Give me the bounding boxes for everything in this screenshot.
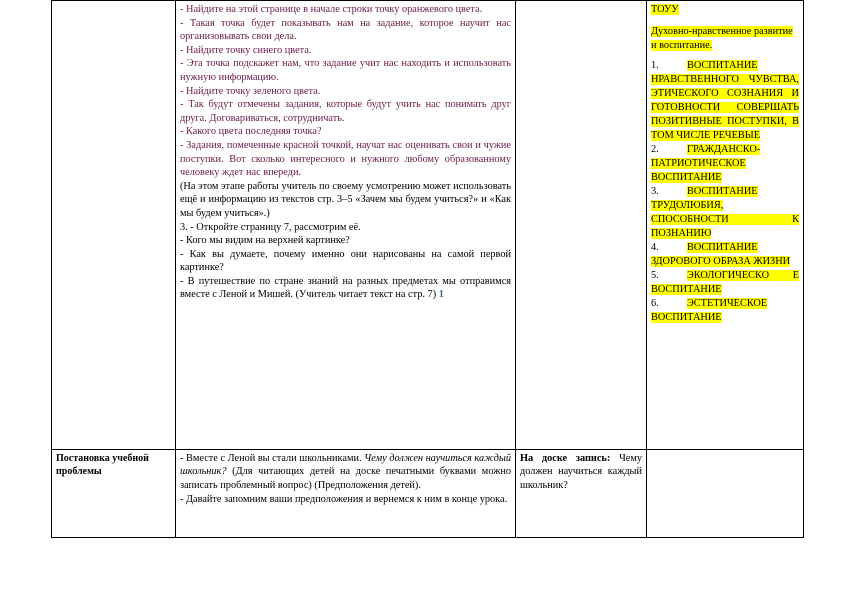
text-line-10: 3. - Откройте страницу 7, рассмотрим её. (180, 221, 361, 233)
board-note: На доске запись: Чему должен научиться каждый школьник? (520, 452, 642, 492)
problem-text-2: - Давайте запомним ваши предположения и вернемся к ним в конце урока. (180, 493, 508, 505)
text-line-9: (На этом этапе работы учитель по своему усмотрению может использовать ещё и информацию из текстов стр. 3–5 «Зачем мы будем учиться?» и «Как мы будем учиться».) (180, 180, 511, 219)
list-item: 6. ЭСТЕТИЧЕСКОЕ ВОСПИТАНИЕ (651, 298, 768, 323)
footnote-marker: 1 (438, 289, 444, 301)
text-line-11: - Кого мы видим на верхней картинке? (180, 235, 350, 247)
list-item: 1. ВОСПИТАНИЕ НРАВСТВЕННОГО ЧУВСТВА, ЭТИЧЕСКОГО СОЗНАНИЯ И ГОТОВНОСТИ СОВЕРШАТЬ ПОЗИТИВНЫЕ ПОСТУПКИ, В ТОМ ЧИСЛЕ РЕЧЕВЫЕ (651, 60, 799, 141)
list-item: 2. ГРАЖДАНСКО-ПАТРИОТИЧЕСКОЕ ВОСПИТАНИЕ (651, 144, 761, 183)
text-line-4: - Эта точка подскажет нам, что задание учит нас находить и использовать нужную информацию. (180, 58, 511, 83)
text-line-2: - Такая точка будет показывать нам на задание, которое научит нас организовывать свои дела. (180, 17, 511, 43)
text-line-8: - Задания, помеченные красной точкой, научат нас оценивать свои и чужие поступки. Вот сколько интересного и нужного любому образованному человеку ждет нас впереди. (180, 139, 511, 179)
text-line-3: - Найдите точку синего цвета. (180, 44, 312, 56)
text-line-12: - Как вы думаете, почему именно они нарисованы на самой первой картинке? (180, 248, 511, 274)
uud-cell-empty (647, 449, 804, 537)
list-item: 4. ВОСПИТАНИЕ ЗДОРОВОГО ОБРАЗА ЖИЗНИ (651, 242, 791, 267)
list-item: 5. ЭКОЛОГИЧЕСКО Е ВОСПИТАНИЕ (651, 270, 799, 295)
table-row (52, 1, 804, 450)
uud-top-label: ТОУУ (651, 4, 679, 15)
problem-question: Чему должен научиться каждый школьник? (180, 452, 512, 478)
upbringing-list (651, 59, 799, 325)
uud-heading: Духовно-нравственное развитие и воспитание. (651, 26, 793, 51)
stage-cell (52, 449, 176, 537)
stage-cell-empty (52, 1, 176, 450)
text-line-1: - Найдите на этой странице в начале строки точку оранжевого цвета. (180, 4, 483, 15)
text-line-7: - Какого цвета последняя точка? (180, 126, 322, 138)
teacher-activity-cell (176, 1, 516, 450)
text-line-5: - Найдите точку зеленого цвета. (180, 85, 321, 97)
problem-text: - Вместе с Леной вы стали школьниками. Чему должен научиться каждый школьник? (Для читающих детей на доске печатными буквами можно записать проблемный вопрос) (Предположения детей). (180, 452, 512, 492)
student-activity-cell-empty (516, 1, 647, 450)
text-line-6: - Так будут отмечены задания, которые будут учить нас понимать друг друга. Договариваться, сотрудничать. (180, 99, 511, 124)
stage-title: Постановка учебной проблемы (56, 452, 149, 477)
lesson-plan-table (51, 0, 804, 538)
text-line-13-body: - В путешествие по стране знаний на разных предметах мы отправимся вместе с Леной и Мишей. (Учитель читает текст на стр. 7) (180, 275, 511, 301)
table-row (52, 449, 804, 537)
list-item: 3. ВОСПИТАНИЕ ТРУДОЛЮБИЯ, СПОСОБНОСТИ К ПОЗНАНИЮ (651, 186, 799, 239)
teacher-activity-cell-2 (176, 449, 516, 537)
text-line-13 (180, 275, 511, 302)
uud-cell (647, 1, 804, 450)
board-note-cell (516, 449, 647, 537)
